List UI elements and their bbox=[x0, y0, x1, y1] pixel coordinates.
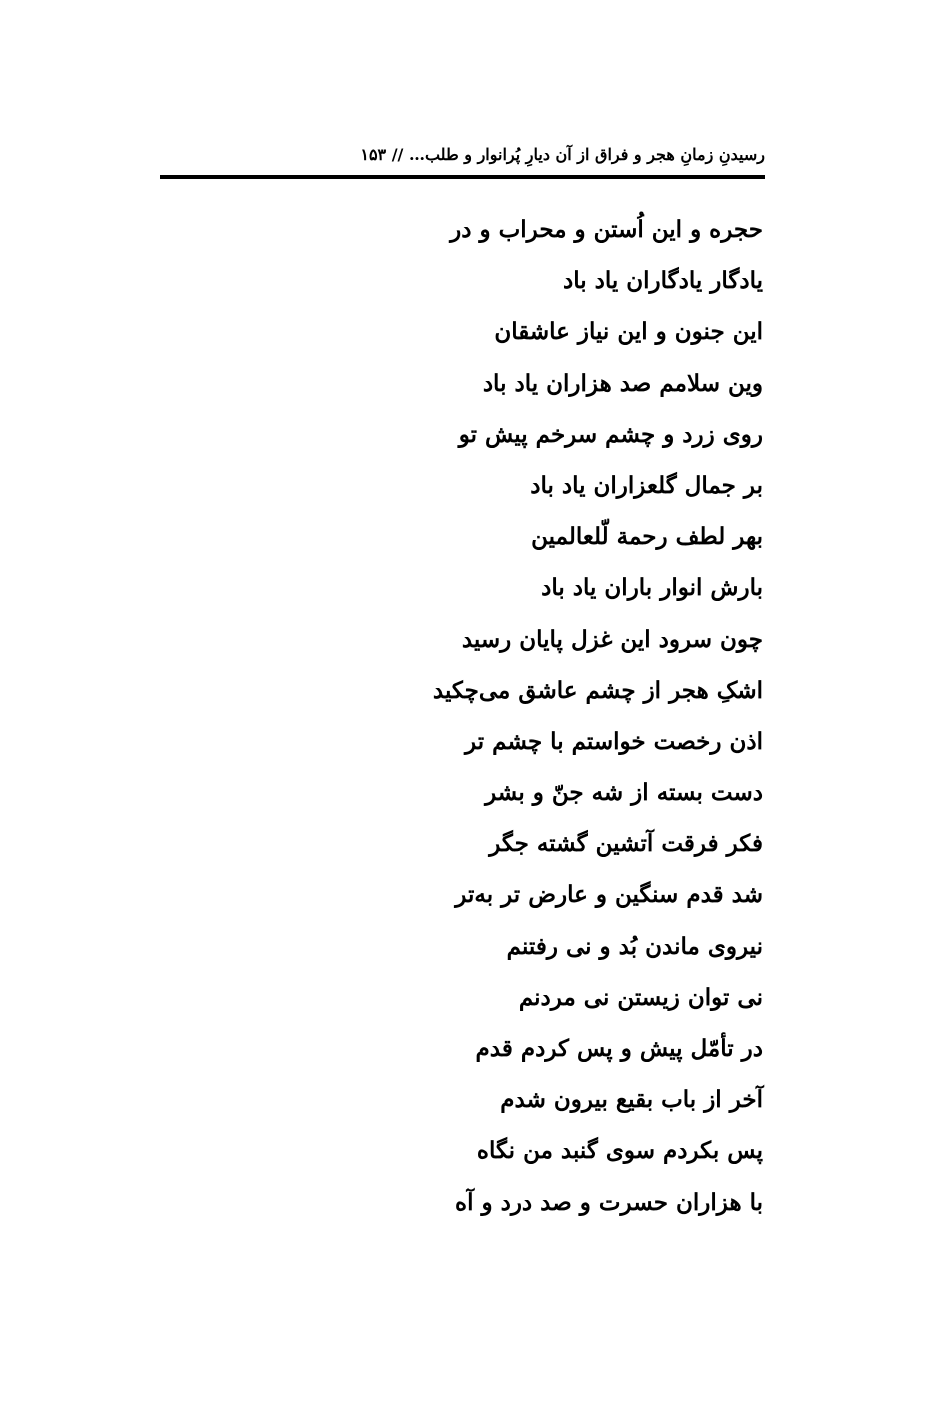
verse-line: بارش انوار باران یاد باد bbox=[541, 574, 763, 602]
verse-line: بر جمال گلعزاران یاد باد bbox=[530, 471, 763, 499]
running-title: رسیدنِ زمانِ هجر و فراق از آن دیارِ پُرانوار و طلب… // ۱۵۳ bbox=[360, 145, 765, 164]
verse-line: نیروی ماندن بُد و نی رفتنم bbox=[506, 932, 763, 960]
verse-line: در تأمّل پیش و پس کردم قدم bbox=[475, 1035, 763, 1062]
verse-line: روی زرد و چشم سرخم پیش تو bbox=[458, 420, 763, 448]
verse-line: اشکِ هجر از چشم عاشق می‌چکید bbox=[432, 676, 763, 704]
verse-line: بهر لطف رحمة لّلعالمین bbox=[531, 523, 763, 551]
verse-line: فکر فرقت آتشین گشته جگر bbox=[489, 830, 763, 858]
verse-line: چون سرود این غزل پایان رسید bbox=[461, 625, 763, 653]
running-header bbox=[160, 140, 765, 170]
verse-line: اذن رخصت خواستم با چشم تر bbox=[465, 727, 763, 755]
verse-line: این جنون و این نیاز عاشقان bbox=[494, 318, 763, 346]
header-rule bbox=[160, 175, 765, 179]
verse-line: وین سلامم صد هزاران یاد باد bbox=[482, 369, 763, 397]
verse-line: نی توان زیستن نی مردنم bbox=[518, 983, 763, 1011]
verse-line: پس بکردم سوی گنبد من نگاه bbox=[476, 1137, 763, 1165]
verse-line: شد قدم سنگین و عارض تر به‌تر bbox=[455, 881, 763, 909]
verse-line: دست بسته از شه جنّ و بشر bbox=[485, 779, 763, 807]
verse-line: آخر از باب بقیع بیرون شدم bbox=[500, 1086, 763, 1114]
verse-line: با هزاران حسرت و صد درد و آه bbox=[455, 1188, 763, 1216]
verse-line: حجره و این اُستن و محراب و در bbox=[450, 216, 763, 243]
poem bbox=[243, 204, 763, 1228]
verse-line: یادگار یادگاران یاد باد bbox=[562, 267, 763, 295]
